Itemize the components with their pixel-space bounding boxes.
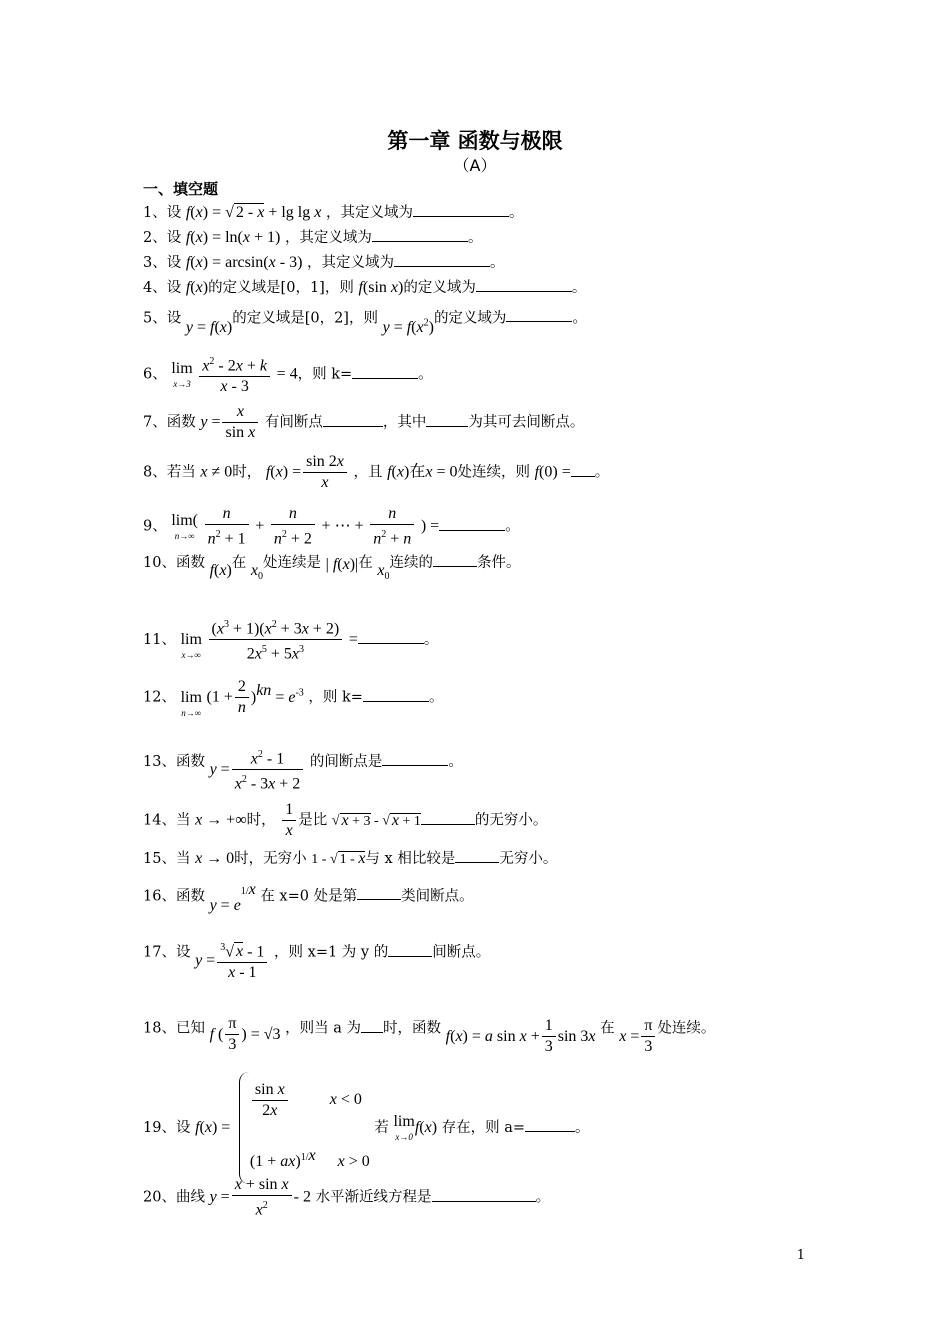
page-number: 1 — [796, 1248, 805, 1263]
answer-blank[interactable] — [394, 252, 490, 267]
question-19: 19、设 f(x) = $\frac{\text{sin x}}{2x}$ x < 0 (1 + ax)$^{1/x}$ x > 0 若 lim x→0 f(x) 存在，则 a= 。 — [143, 1072, 590, 1184]
question-5: 5、设 y = f(x)的定义域是[0，2]，则 $y = f(x^2)$的定义域为 。 — [143, 304, 587, 328]
question-14: 14、当 x → +∞时， $\frac{1}{x}$ 是比 √ x + 3 - √ x + 1 的无穷小。 — [143, 801, 548, 839]
question-18: 18、已知 f ( $\frac{\pi}{3}$ ) = √3 ，则当 a 为 时，函数 f(x) = a sin x + $\frac{1}{3}$ sin 3x 在 x = $\frac{\pi}{3}$ 处连续。 — [143, 1015, 716, 1055]
answer-blank[interactable] — [361, 1018, 383, 1033]
question-4: 4、设 f(x)的定义域是[0，1]，则 f(sin x)的定义域为 。 — [143, 279, 587, 296]
piecewise-brace: $\frac{\text{sin x}}{2x}$ x < 0 (1 + ax)$^{1/x}$ x > 0 — [239, 1072, 370, 1184]
question-6: 6、 lim x→3 $\frac{x^2 - 2x + k}{x - 3}$ = 4，则 k= 。 — [143, 352, 433, 397]
answer-blank[interactable] — [571, 462, 595, 477]
question-7: 7、函数 y = $\frac{x}{\text{sin x}}$ 有间断点 ，其中 为其可去间断点。 — [143, 403, 585, 441]
answer-blank[interactable] — [421, 810, 475, 825]
question-2: 2、设 f(x) = ln(x + 1) ，其定义域为 。 — [143, 229, 483, 246]
answer-blank[interactable] — [432, 1187, 536, 1202]
question-17: 17、设 y = $\frac{^3√ x - 1}{x - 1}$ ，则 x=1 为 y 的 间断点。 — [143, 930, 490, 975]
answer-blank[interactable] — [363, 687, 429, 702]
question-8: 8、若当 x ≠ 0时， f(x) = $\frac{\sin 2x}{x}$ ，且 f(x)在x = 0处连续，则 f(0) = 。 — [143, 453, 610, 491]
chapter-title: 第一章 函数与极限 — [387, 129, 563, 153]
question-3: 3、设 f(x) = arcsin(x - 3) ，其定义域为 。 — [143, 254, 505, 271]
section-heading: 一、填空题 — [143, 180, 219, 198]
answer-blank[interactable] — [358, 629, 424, 644]
answer-blank[interactable] — [455, 848, 499, 863]
answer-blank[interactable] — [357, 885, 401, 900]
question-16: 16、函数 $y = e^{1/x}$ 在 x=0 处是第 类间断点。 — [143, 881, 474, 915]
answer-blank[interactable] — [352, 364, 418, 379]
question-20: 20、曲线 y = $\frac{\text{x + sin x}}{x^2}$ - 2 水平渐近线方程是 。 — [143, 1176, 551, 1219]
answer-blank[interactable] — [323, 412, 383, 427]
question-10: 10、函数 f(x)在 $x_0$处连续是 | f(x)|在 $x_0$连续的 条件。 — [143, 552, 520, 579]
question-15: 15、当 x → 0时，无穷小 1 - √ 1 - x与 x 相比较是 无穷小。 — [143, 850, 558, 867]
chapter-subtitle: （A） — [453, 156, 497, 175]
question-11: 11、 lim x→∞ $\frac{(x^3 + 1)(x^2 + 3x + 2)}{2x^5 + 5x^3}$ = 。 — [143, 615, 438, 665]
answer-blank[interactable] — [388, 942, 432, 957]
answer-blank[interactable] — [439, 516, 505, 531]
question-12: 12、 lim n→∞ (1 + $\frac{2}{n}$ )$^{kn} = e^{-3}$ ，则 k= 。 — [143, 678, 444, 718]
answer-blank[interactable] — [525, 1117, 575, 1132]
answer-blank[interactable] — [382, 751, 448, 766]
answer-blank[interactable] — [433, 552, 477, 567]
answer-blank[interactable] — [413, 202, 509, 217]
answer-blank[interactable] — [372, 227, 468, 242]
answer-blank[interactable] — [476, 277, 572, 292]
question-13: 13、函数 y = $\frac{x^2 - 1}{x^2 - 3x + 2}$ 的间断点是 。 — [143, 737, 463, 787]
question-9: 9、 lim( n→∞ $\frac{n}{n^2 + 1}$ + $\frac{n}{n^2 + 2}$ + ⋯ + $\frac{n}{n^2 + n}$ ) = 。 — [143, 505, 520, 548]
question-1: 1、设 f(x) = √ 2 - x + lg lg x ，其定义域为 。 — [143, 204, 524, 221]
answer-blank[interactable] — [506, 307, 572, 322]
answer-blank[interactable] — [426, 412, 468, 427]
